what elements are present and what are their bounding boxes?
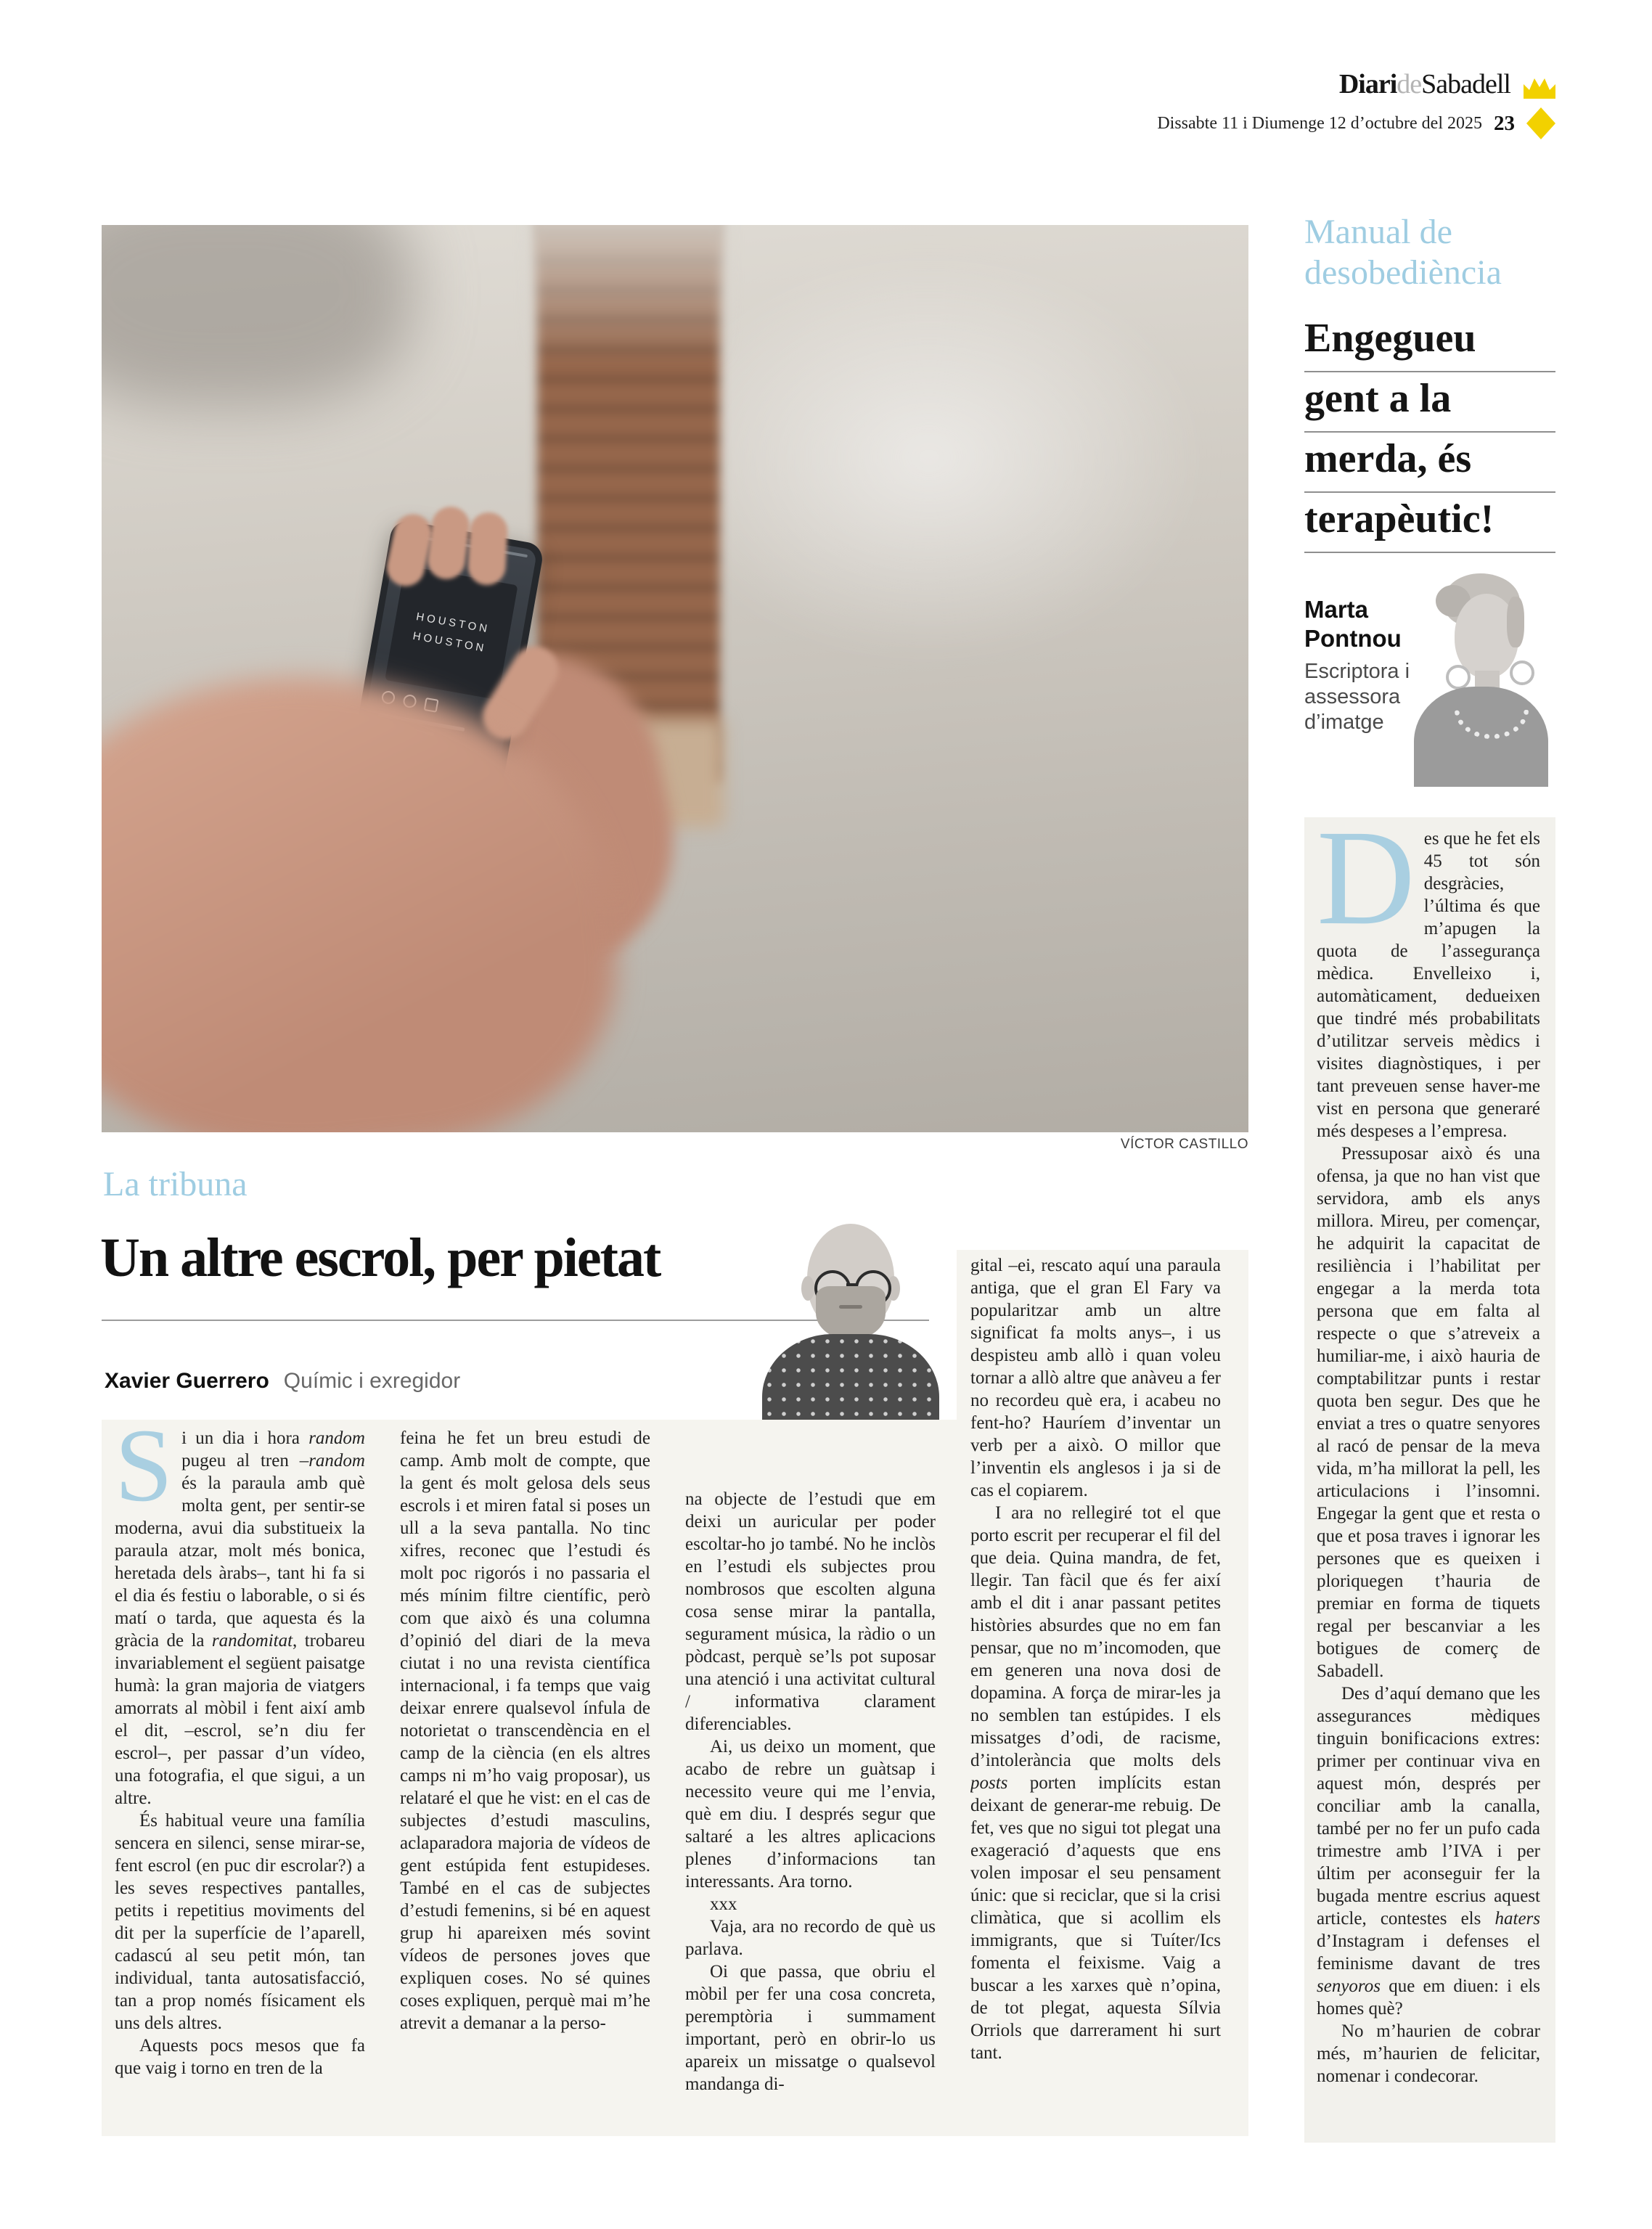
main-photo-hands-phone: [102, 225, 1248, 1132]
portrait-shirt: [762, 1334, 939, 1424]
byline: [105, 1369, 460, 1394]
sidebar-author-block: [1304, 595, 1428, 735]
photo-background-smudge: [102, 225, 414, 406]
paragraph: gital –ei, rescato aquí una paraula antiga, que el gran El Fary va popularitzar amb un altre significat fa molts anys–, i us despisteu amb allò i quan voleu tornar a allò altre que anàveu a fer no recordeu què era, i acabeu no fent-ho? Hauríem d’inventar un verb per a això. O millor que l’inventin els anglesos i ja si de cas el copiarem.: [970, 1256, 1221, 1500]
author-photo-xavier-guerrero: [761, 1219, 941, 1424]
paragraph: Des d’aquí demano que les assegurances mèdiques tinguin bonificacions extres: primer per continuar viva en aquest món, després per conciliar amb la canalla, també per no fer un pufo cada trimestre amb l’IVA i per últim per aconseguir fer la bugada mentre escrius aquest article, contestes els haters d’Instagram i defenses el feminisme davant de tres senyoros que em diuen: i els homes què?: [1317, 1684, 1540, 2019]
sidebar-author-name: Marta: [1304, 596, 1369, 623]
article-column-3: [685, 1488, 936, 2122]
sidebar-headline-line: terapèutic!: [1304, 493, 1555, 553]
crown-icon: [1524, 77, 1555, 99]
sidebar-column-text: [1317, 827, 1540, 2134]
logo-part-de: de: [1397, 69, 1422, 99]
phone-screen-text: HOUSTON: [412, 629, 488, 655]
portrait-mouth: [839, 1305, 862, 1309]
photo-credit: VÍCTOR CASTILLO: [1120, 1137, 1248, 1152]
lead-paragraph: [1317, 827, 1540, 1142]
newspaper-logo: [1339, 68, 1510, 100]
edition-date: Dissabte 11 i Diumenge 12 d’octubre del 2025: [1157, 113, 1482, 133]
paragraph: feina he fet un breu estudi de camp. Amb molt de compte, que la gent és molt gelosa dels seus escrols i et miren fatal si poses un ull a la seva pantalla. No tinc xifres, reconec que l’estudi és molt poc rigorós i no passaria el més mínim filtre científic, però com que això és una columna d’opinió del diari de la meva ciutat i no una revista científica internacional, i fa temps que vaig deixar enrere qualsevol ínfula de notorietat o transcendència en el camp de la ciència (en els altres camps ni m’ho vaig proposar), us relataré el que he vist: en el cas de subjectes d’estudi masculins, aclaparadora majoria de vídeos de gent estúpida fent estupideses. També en el cas de subjectes d’estudi femenins, si bé en aquest grup hi apareixen més sovint vídeos de persones joves que expliquen coses. No sé quines coses expliquen, perquè mai m’he atrevit a demanar a la perso-: [400, 1428, 650, 2033]
article-column-1: [115, 1427, 365, 2122]
paragraph: És habitual veure una família sencera en silenci, sense mirar-se, fent escrol (en puc dir escrolar?) a les seves respectives pantalles, petits i repetitius moviments del dit per la superfície de l’aparell, cadascú al seu petit món, tan individual, tanta autosatisfacció, tan a prop només físicament els uns dels altres.: [115, 1811, 365, 2033]
paragraph: Oi que passa, que obriu el mòbil per fer una cosa concreta, peremptòria i summament important, però en obrir-lo us apareix un missatge o qualsevol mandanga di-: [685, 1962, 936, 2094]
paragraph: Vaja, ara no recordo de què us parlava.: [685, 1917, 936, 1959]
sidebar-headline-line: Engegueu: [1304, 312, 1555, 372]
earring-icon: [1510, 660, 1534, 685]
sidebar-headline-line: merda, és: [1304, 433, 1555, 493]
paragraph: na objecte de l’estudi que em deixi un auricular per poder escoltar-ho jo també. No he inclòs en l’estudi els subjectes prou nombrosos que escolten alguna cosa sense mirar la pantalla, segurament música, la ràdio o un pòdcast, perquè se’ls pot suposar una atenció i una activitat cultural / informativa clarament diferenciables.: [685, 1489, 936, 1734]
portrait-beard: [816, 1286, 886, 1340]
sidebar-kicker: Manual de desobediència: [1304, 213, 1502, 292]
paragraph: I ara no rellegiré tot el que porto escrit per recuperar el fil del que deia. Quina mandra, de fet, llegir. Tan fàcil que és fer així amb el dit i anar passant petites històries absurdes que no em fan pensar, que no m’incomoden, que em generen una nova dosi de dopamina. A força de mirar-les ja no semblen tan estúpides. I els missatges d’odi, de racisme, d’intolerància que molts dels posts porten implícits estan deixant de generar-me rebuig. De fet, ves que no sigui tot plegat una exageració d’aquests que ens volen imposar el seu pensament únic: que si reciclar, que si la crisi climàtica, que si acollim els immigrants, que si Tuíter/Ics fomenta el feixisme. Vaig a buscar a les xarxes què n’opina, de tot plegat, aquesta Sílvia Orriols que darrerament hi surt tant.: [970, 1503, 1221, 2063]
edition-info: [1157, 107, 1555, 139]
logo-part-diari: Diari: [1338, 69, 1397, 99]
logo-part-sabadell: Sabadell: [1421, 69, 1510, 99]
earring-icon: [1446, 665, 1471, 690]
article-column-2: [400, 1427, 650, 2122]
section-kicker: La tribuna: [103, 1165, 248, 1203]
lead-paragraph: [115, 1427, 365, 1809]
drop-cap: D: [1317, 827, 1415, 953]
masthead: [1339, 68, 1555, 100]
author-photo-marta-pontnou: [1414, 572, 1548, 787]
page-number: 23: [1494, 111, 1515, 135]
paragraph: Pressuposar això és una ofensa, ja que no han vist que servidora, amb els anys millora. Mireu, per començar, he adquirit la capacitat de resiliència i l’habilitat per engegar a la merda tota persona que em falta al respecte o que s’atreveix a humiliar-me, i això hauria de comptabilitzar punts i restar quota ben segur. Des que he enviat a tres o quatre senyores al racó de pensar de la meva vida, m’ha millorat la pell, les articulacions i l’insomni. Engegar la gent que et resta o que et posa traves i ignorar les persones que es queixen i ploriquegen t’hauria de premiar en forma de tiquets regal per bescanviar a les botigues de comerç de Sabadell.: [1317, 1144, 1540, 1681]
article-column-4: [970, 1254, 1221, 2122]
sidebar-author-name: Pontnou: [1304, 625, 1402, 652]
photo-background-glow: [653, 254, 1205, 660]
author-name: Xavier Guerrero: [105, 1369, 269, 1393]
phone-screen-text: HOUSTON: [415, 610, 491, 636]
photo-finger: [467, 512, 508, 586]
author-role: Químic i exregidor: [283, 1369, 461, 1393]
article-title: Un altre escrol, per pietat: [100, 1227, 661, 1288]
diamond-icon: [1526, 107, 1555, 139]
portrait-ear: [801, 1276, 814, 1301]
drop-cap: S: [115, 1427, 173, 1524]
photo-brick-fade: [530, 225, 727, 363]
paragraph-text: i un dia i hora random pugeu al tren –random és la paraula amb què molta gent, per sentir-se moderna, avui dia substitueix la paraula atzar, molt més bonica, heretada dels àrabs–, tant hi fa si el dia és festiu o laborable, o si és matí o tarda, que aquesta és la gràcia de la randomitat, trobareu invariablement el següent paisatge humà: la gran majoria de viatgers amorrats al mòbil i fent així amb el dit, –escrol, se’n diu fer escrol–, per passar d’un vídeo, una fotografia, el que sigui, a un altre.: [115, 1428, 365, 1808]
sidebar-author-role: Escriptora i assessora d’imatge: [1304, 660, 1410, 734]
paragraph: Ai, us deixo un moment, que acabo de rebre un guàtsap i necessito veure qui me l’envia, què em diu. I després segur que saltaré a les altres aplicacions plenes d’informacions tan interessants. Ara torno.: [685, 1737, 936, 1891]
paragraph: Aquests pocs mesos que fa que vaig i torno en tren de la: [115, 2036, 365, 2078]
paragraph: No m’haurien de cobrar més, m’haurien de felicitar, nomenar i condecorar.: [1317, 2021, 1540, 2086]
sidebar-headline: [1304, 312, 1555, 553]
portrait-shaved-side: [1507, 597, 1524, 647]
paragraph-text: es que he fet els 45 tot són desgràcies, l’última és que m’apugen la quota de l’assegurança mèdica. Envelleixo i, automàticament, dedueixen que tindré més probabilitats d’utilitzar serveis mèdics i visites diagnòstiques, i per tant preveuen sense haver-me vist en persona que generaré més despeses a l’empresa.: [1317, 829, 1540, 1141]
sidebar-headline-line: gent a la: [1304, 372, 1555, 433]
paragraph: xxx: [710, 1894, 737, 1914]
